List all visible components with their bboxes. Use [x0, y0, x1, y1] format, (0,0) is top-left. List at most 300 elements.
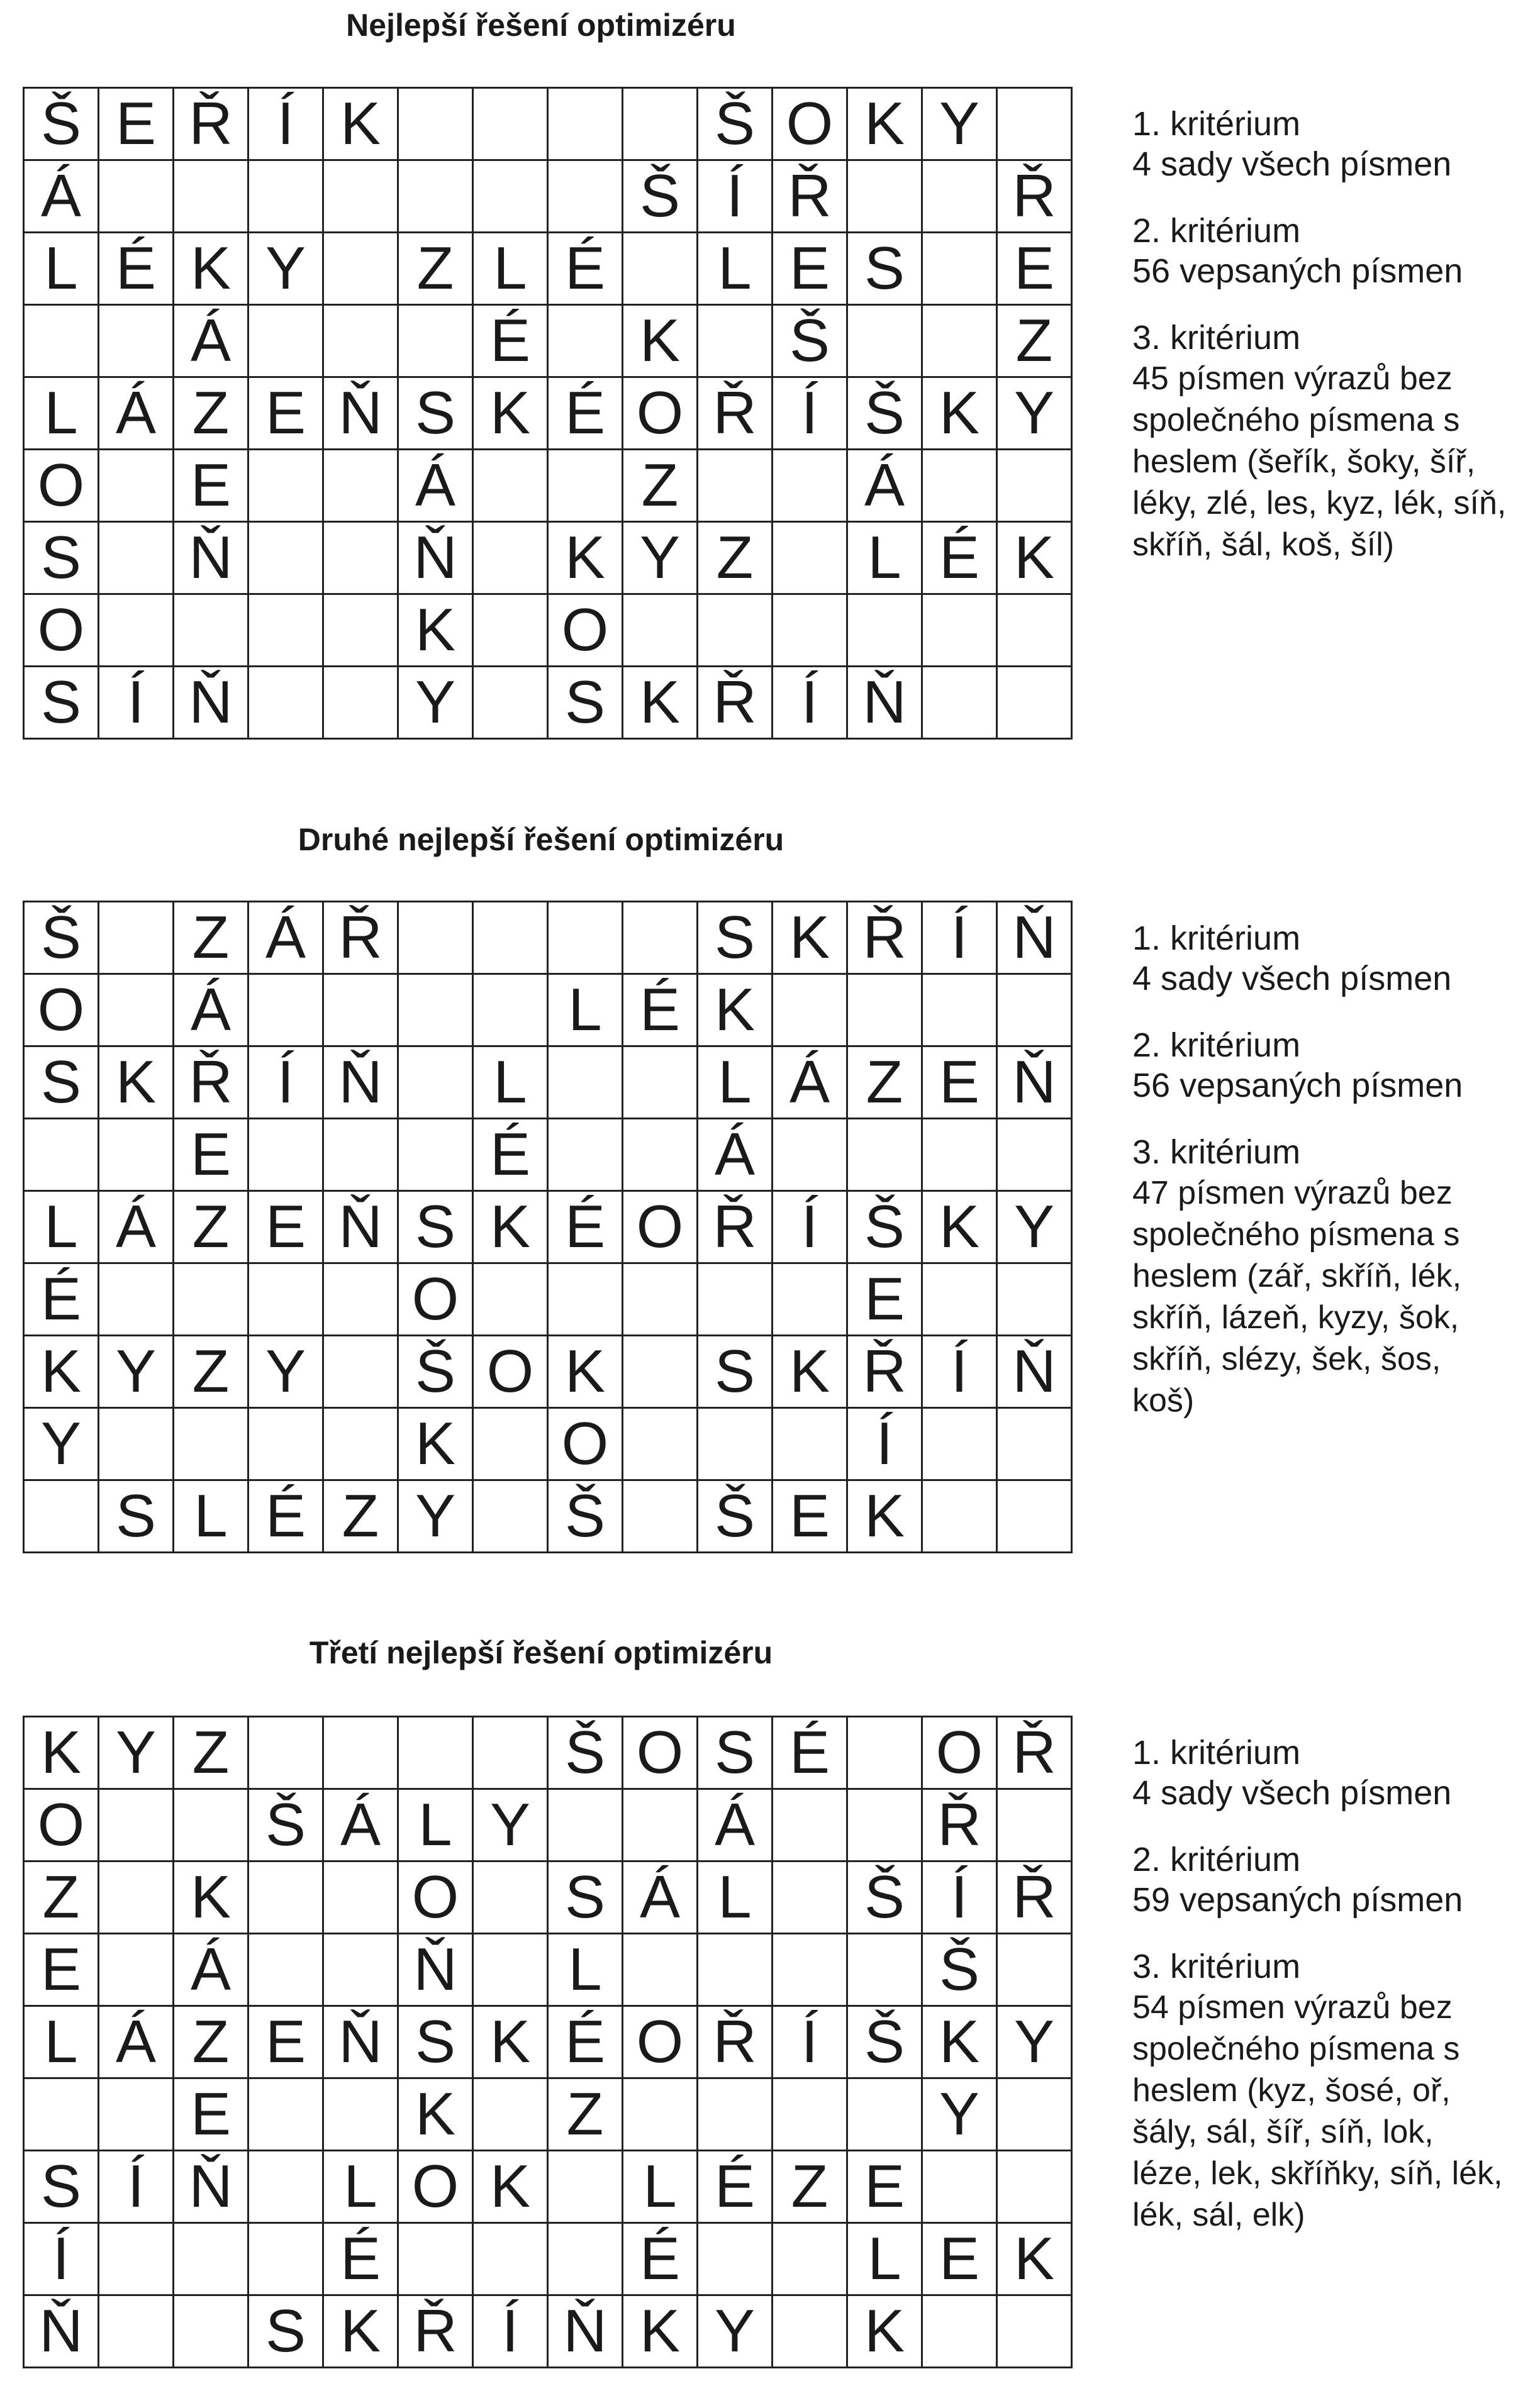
grid-cell: K: [623, 305, 698, 377]
grid-cell: É: [773, 1717, 847, 1789]
grid-cell: Y: [24, 1408, 99, 1480]
grid-cell: [847, 974, 922, 1046]
grid-cell: É: [24, 1263, 99, 1336]
criteria-panel: [1132, 104, 1510, 592]
grid-cell: [323, 1336, 398, 1408]
grid-cell: E: [922, 1046, 997, 1119]
grid-cell: Á: [698, 1789, 773, 1861]
grid-cell: S: [24, 667, 99, 739]
grid-cell: [548, 450, 623, 522]
criterion-value: 47 písmen výrazů bez společného písmena s heslem (zář, skříň, lék, skříň, lázeň, kyzy, šok, skříň, slézy, šek, šos, koš): [1132, 1175, 1462, 1419]
grid-row: [24, 377, 1072, 450]
grid-cell: Á: [398, 450, 473, 522]
grid-cell: [99, 1119, 174, 1191]
grid-cell: [773, 974, 847, 1046]
grid-cell: [997, 2295, 1072, 2368]
grid-cell: O: [473, 1336, 548, 1408]
grid-cell: [174, 2295, 248, 2368]
grid-cell: Š: [548, 1480, 623, 1553]
grid-cell: Y: [997, 2006, 1072, 2078]
criterion-heading: 3. kritérium: [1132, 1948, 1301, 1985]
criterion-heading: 2. kritérium: [1132, 1026, 1301, 1064]
grid-cell: Á: [698, 1119, 773, 1191]
section-title: Druhé nejlepší řešení optimizéru: [298, 822, 784, 857]
crossword-grid: [23, 901, 1073, 1553]
grid-cell: Z: [773, 2151, 847, 2223]
grid-cell: [922, 974, 997, 1046]
grid-cell: [623, 1336, 698, 1408]
grid-cell: Š: [398, 1336, 473, 1408]
grid-row: [24, 974, 1072, 1046]
grid-cell: [473, 450, 548, 522]
grid-cell: [698, 1263, 773, 1336]
grid-cell: Š: [623, 160, 698, 233]
grid-cell: [773, 2223, 847, 2295]
section-title: Třetí nejlepší řešení optimizéru: [309, 1635, 773, 1670]
grid-cell: [248, 1861, 323, 1934]
grid-cell: O: [623, 1191, 698, 1263]
grid-cell: [623, 2078, 698, 2151]
grid-cell: Y: [398, 667, 473, 739]
grid-cell: Š: [773, 305, 847, 377]
criterion-heading: 2. kritérium: [1132, 212, 1301, 250]
grid-cell: Y: [248, 233, 323, 305]
grid-cell: K: [997, 2223, 1072, 2295]
grid-cell: Ň: [24, 2295, 99, 2368]
grid-cell: Á: [847, 450, 922, 522]
grid-cell: O: [623, 1717, 698, 1789]
criterion-value: 56 vepsaných písmen: [1132, 1067, 1463, 1104]
grid-cell: [623, 1934, 698, 2006]
grid-cell: O: [922, 1717, 997, 1789]
grid-cell: [99, 522, 174, 594]
grid-cell: [248, 667, 323, 739]
grid-cell: Í: [922, 902, 997, 974]
grid-cell: Í: [773, 377, 847, 450]
grid-cell: Y: [698, 2295, 773, 2368]
grid-cell: Á: [773, 1046, 847, 1119]
grid-cell: E: [773, 1480, 847, 1553]
grid-cell: Z: [847, 1046, 922, 1119]
grid-cell: [997, 667, 1072, 739]
grid-cell: [248, 2151, 323, 2223]
grid-row: [24, 667, 1072, 739]
grid-cell: E: [99, 88, 174, 160]
grid-cell: Ň: [997, 902, 1072, 974]
grid-cell: Š: [248, 1789, 323, 1861]
grid-cell: Š: [548, 1717, 623, 1789]
grid-cell: L: [24, 233, 99, 305]
grid-cell: [698, 450, 773, 522]
grid-cell: [847, 1934, 922, 2006]
grid-cell: [922, 160, 997, 233]
grid-cell: [922, 1263, 997, 1336]
grid-cell: O: [623, 2006, 698, 2078]
grid-cell: [99, 974, 174, 1046]
grid-cell: L: [24, 1191, 99, 1263]
grid-cell: [473, 667, 548, 739]
criterion-3: [1132, 318, 1510, 565]
grid-cell: L: [473, 233, 548, 305]
grid-cell: Ř: [997, 1717, 1072, 1789]
grid-cell: É: [473, 305, 548, 377]
grid-cell: Z: [997, 305, 1072, 377]
grid-cell: O: [623, 377, 698, 450]
grid-cell: Á: [24, 160, 99, 233]
grid-cell: L: [698, 1046, 773, 1119]
grid-cell: K: [174, 1861, 248, 1934]
grid-cell: [847, 594, 922, 667]
grid-cell: [698, 2223, 773, 2295]
grid-cell: Š: [24, 88, 99, 160]
grid-cell: O: [24, 450, 99, 522]
grid-row: [24, 1934, 1072, 2006]
grid-cell: K: [548, 522, 623, 594]
grid-cell: S: [248, 2295, 323, 2368]
grid-cell: K: [99, 1046, 174, 1119]
grid-cell: [174, 1789, 248, 1861]
grid-cell: [997, 1119, 1072, 1191]
grid-cell: [548, 88, 623, 160]
grid-cell: [323, 305, 398, 377]
grid-row: [24, 522, 1072, 594]
grid-cell: Z: [398, 233, 473, 305]
grid-cell: Z: [548, 2078, 623, 2151]
grid-cell: Y: [922, 2078, 997, 2151]
grid-cell: [548, 1119, 623, 1191]
grid-row: [24, 1046, 1072, 1119]
grid-cell: Í: [698, 160, 773, 233]
criterion-2: [1132, 1839, 1510, 1920]
grid-cell: [922, 1480, 997, 1553]
grid-cell: O: [773, 88, 847, 160]
grid-cell: Ň: [323, 377, 398, 450]
grid-cell: [323, 974, 398, 1046]
criterion-3: [1132, 1946, 1510, 2236]
criterion-heading: 1. kritérium: [1132, 919, 1301, 957]
grid-cell: [99, 2223, 174, 2295]
grid-cell: Ř: [174, 1046, 248, 1119]
grid-cell: E: [174, 450, 248, 522]
grid-row: [24, 1861, 1072, 1934]
grid-cell: S: [24, 522, 99, 594]
grid-cell: Ř: [174, 88, 248, 160]
grid-cell: Á: [99, 2006, 174, 2078]
grid-cell: [99, 305, 174, 377]
grid-cell: [698, 1408, 773, 1480]
grid-cell: [323, 594, 398, 667]
grid-cell: [698, 305, 773, 377]
grid-row: [24, 1480, 1072, 1553]
grid-cell: Í: [473, 2295, 548, 2368]
grid-cell: Á: [99, 1191, 174, 1263]
grid-row: [24, 305, 1072, 377]
grid-cell: [473, 1861, 548, 1934]
grid-cell: [99, 160, 174, 233]
grid-cell: [473, 902, 548, 974]
grid-cell: S: [24, 2151, 99, 2223]
grid-cell: Í: [248, 1046, 323, 1119]
grid-cell: [997, 1263, 1072, 1336]
grid-cell: [398, 902, 473, 974]
grid-cell: [773, 522, 847, 594]
grid-cell: [174, 1263, 248, 1336]
grid-cell: [922, 2295, 997, 2368]
grid-cell: O: [398, 1861, 473, 1934]
grid-cell: É: [473, 1119, 548, 1191]
grid-row: [24, 160, 1072, 233]
criteria-panel: [1132, 1733, 1510, 2262]
grid-cell: É: [248, 1480, 323, 1553]
grid-cell: Š: [847, 377, 922, 450]
grid-cell: Ň: [323, 2006, 398, 2078]
grid-cell: K: [398, 2078, 473, 2151]
grid-cell: [323, 160, 398, 233]
grid-cell: [847, 1717, 922, 1789]
grid-cell: [248, 1717, 323, 1789]
grid-cell: K: [398, 594, 473, 667]
grid-row: [24, 594, 1072, 667]
grid-cell: [99, 1861, 174, 1934]
grid-cell: [473, 974, 548, 1046]
grid-cell: [773, 1263, 847, 1336]
grid-cell: Á: [99, 377, 174, 450]
grid-cell: É: [623, 2223, 698, 2295]
grid-cell: Ň: [398, 522, 473, 594]
grid-cell: [398, 1717, 473, 1789]
grid-cell: [623, 233, 698, 305]
grid-cell: [473, 160, 548, 233]
grid-cell: [922, 305, 997, 377]
criterion-value: 4 sady všech písmen: [1132, 960, 1452, 997]
grid-cell: [323, 450, 398, 522]
grid-cell: Z: [174, 1191, 248, 1263]
grid-cell: [548, 902, 623, 974]
grid-cell: É: [922, 522, 997, 594]
grid-cell: Ř: [698, 377, 773, 450]
grid-cell: Ř: [922, 1789, 997, 1861]
grid-cell: Ň: [997, 1336, 1072, 1408]
grid-cell: É: [323, 2223, 398, 2295]
grid-cell: [99, 1263, 174, 1336]
grid-row: [24, 1336, 1072, 1408]
grid-cell: Š: [922, 1934, 997, 2006]
grid-cell: [473, 2078, 548, 2151]
grid-cell: Z: [174, 902, 248, 974]
grid-cell: [174, 2223, 248, 2295]
grid-cell: [473, 1717, 548, 1789]
grid-cell: [398, 88, 473, 160]
grid-cell: O: [548, 594, 623, 667]
grid-cell: S: [698, 1717, 773, 1789]
grid-cell: [922, 1408, 997, 1480]
grid-cell: K: [847, 88, 922, 160]
grid-cell: Ř: [323, 902, 398, 974]
criterion-1: [1132, 1733, 1510, 1813]
grid-cell: K: [473, 1191, 548, 1263]
grid-cell: [997, 2151, 1072, 2223]
grid-cell: [847, 160, 922, 233]
grid-cell: Y: [248, 1336, 323, 1408]
grid-cell: Z: [174, 2006, 248, 2078]
grid-cell: [24, 1480, 99, 1553]
grid-cell: [99, 1934, 174, 2006]
grid-cell: Í: [773, 667, 847, 739]
grid-cell: Á: [248, 902, 323, 974]
grid-cell: [248, 1263, 323, 1336]
grid-cell: [773, 594, 847, 667]
grid-row: [24, 1191, 1072, 1263]
grid-cell: [473, 1408, 548, 1480]
grid-cell: [99, 1789, 174, 1861]
grid-cell: Í: [922, 1336, 997, 1408]
grid-cell: E: [174, 2078, 248, 2151]
grid-cell: [398, 160, 473, 233]
grid-cell: É: [698, 2151, 773, 2223]
grid-cell: E: [248, 2006, 323, 2078]
grid-cell: Ř: [997, 160, 1072, 233]
grid-cell: [398, 305, 473, 377]
grid-cell: S: [398, 377, 473, 450]
section-title: Nejlepší řešení optimizéru: [346, 8, 736, 43]
grid-row: [24, 233, 1072, 305]
grid-cell: E: [922, 2223, 997, 2295]
grid-cell: Z: [174, 1336, 248, 1408]
grid-cell: Z: [698, 522, 773, 594]
criterion-value: 4 sady všech písmen: [1132, 1774, 1452, 1812]
grid-cell: [99, 902, 174, 974]
grid-cell: S: [847, 233, 922, 305]
grid-cell: Y: [99, 1717, 174, 1789]
grid-cell: [473, 88, 548, 160]
grid-cell: [248, 2223, 323, 2295]
grid-cell: K: [24, 1336, 99, 1408]
grid-cell: Á: [623, 1861, 698, 1934]
grid-cell: [997, 88, 1072, 160]
grid-cell: [248, 160, 323, 233]
grid-cell: [24, 2078, 99, 2151]
grid-cell: [248, 305, 323, 377]
grid-cell: Y: [922, 88, 997, 160]
grid-cell: [248, 2078, 323, 2151]
criterion-1: [1132, 104, 1510, 184]
grid-cell: [623, 594, 698, 667]
grid-cell: [847, 305, 922, 377]
grid-cell: Ň: [847, 667, 922, 739]
grid-cell: [698, 2078, 773, 2151]
grid-cell: [698, 1934, 773, 2006]
grid-cell: [773, 2078, 847, 2151]
grid-cell: Í: [922, 1861, 997, 1934]
grid-row: [24, 2295, 1072, 2368]
grid-cell: Ř: [847, 1336, 922, 1408]
grid-cell: K: [698, 974, 773, 1046]
grid-cell: Z: [174, 377, 248, 450]
grid-row: [24, 2006, 1072, 2078]
grid-cell: Y: [99, 1336, 174, 1408]
grid-cell: K: [997, 522, 1072, 594]
grid-cell: Í: [847, 1408, 922, 1480]
grid-cell: [398, 2223, 473, 2295]
grid-cell: [548, 2151, 623, 2223]
grid-cell: K: [473, 377, 548, 450]
grid-row: [24, 1119, 1072, 1191]
grid-cell: K: [24, 1717, 99, 1789]
criterion-heading: 3. kritérium: [1132, 319, 1301, 357]
criterion-value: 54 písmen výrazů bez společného písmena s heslem (kyz, šosé, oř, šály, sál, šíř, síň, lok, léze, lek, skříňky, síň, lék, lék, sál, elk): [1132, 1989, 1503, 2233]
grid-cell: Š: [847, 2006, 922, 2078]
grid-row: [24, 88, 1072, 160]
grid-cell: K: [773, 1336, 847, 1408]
grid-cell: [398, 1046, 473, 1119]
grid-cell: E: [847, 2151, 922, 2223]
criteria-panel: [1132, 918, 1510, 1448]
grid-cell: Y: [473, 1789, 548, 1861]
grid-cell: [997, 1480, 1072, 1553]
criterion-heading: 3. kritérium: [1132, 1133, 1301, 1171]
crossword-grid: [23, 1716, 1073, 2368]
grid-cell: [548, 160, 623, 233]
grid-cell: [997, 1408, 1072, 1480]
grid-cell: Ř: [773, 160, 847, 233]
grid-cell: [922, 450, 997, 522]
grid-cell: K: [773, 902, 847, 974]
grid-cell: [548, 1046, 623, 1119]
grid-cell: L: [174, 1480, 248, 1553]
grid-cell: [773, 1119, 847, 1191]
grid-cell: Í: [99, 667, 174, 739]
grid-cell: [847, 1119, 922, 1191]
grid-cell: Š: [698, 1480, 773, 1553]
grid-cell: [398, 1119, 473, 1191]
grid-cell: K: [174, 233, 248, 305]
grid-cell: [174, 160, 248, 233]
grid-cell: L: [323, 2151, 398, 2223]
grid-cell: E: [24, 1934, 99, 2006]
grid-cell: S: [24, 1046, 99, 1119]
grid-cell: Ň: [398, 1934, 473, 2006]
grid-cell: É: [548, 1191, 623, 1263]
grid-row: [24, 2223, 1072, 2295]
grid-cell: Í: [773, 1191, 847, 1263]
grid-cell: [773, 450, 847, 522]
grid-cell: [997, 2078, 1072, 2151]
grid-cell: K: [922, 377, 997, 450]
grid-cell: [548, 305, 623, 377]
grid-cell: [623, 902, 698, 974]
grid-cell: [773, 1861, 847, 1934]
grid-cell: Š: [698, 88, 773, 160]
grid-cell: [473, 522, 548, 594]
grid-cell: Í: [24, 2223, 99, 2295]
grid-cell: O: [24, 1789, 99, 1861]
grid-row: [24, 902, 1072, 974]
grid-cell: Á: [323, 1789, 398, 1861]
grid-cell: [323, 1717, 398, 1789]
criterion-2: [1132, 1025, 1510, 1106]
grid-cell: Ř: [698, 667, 773, 739]
grid-cell: E: [248, 377, 323, 450]
grid-cell: [922, 594, 997, 667]
grid-cell: E: [773, 233, 847, 305]
grid-cell: [623, 88, 698, 160]
grid-cell: [398, 974, 473, 1046]
grid-cell: S: [548, 1861, 623, 1934]
grid-cell: Á: [174, 1934, 248, 2006]
grid-cell: [248, 1408, 323, 1480]
grid-row: [24, 1789, 1072, 1861]
grid-cell: [174, 594, 248, 667]
